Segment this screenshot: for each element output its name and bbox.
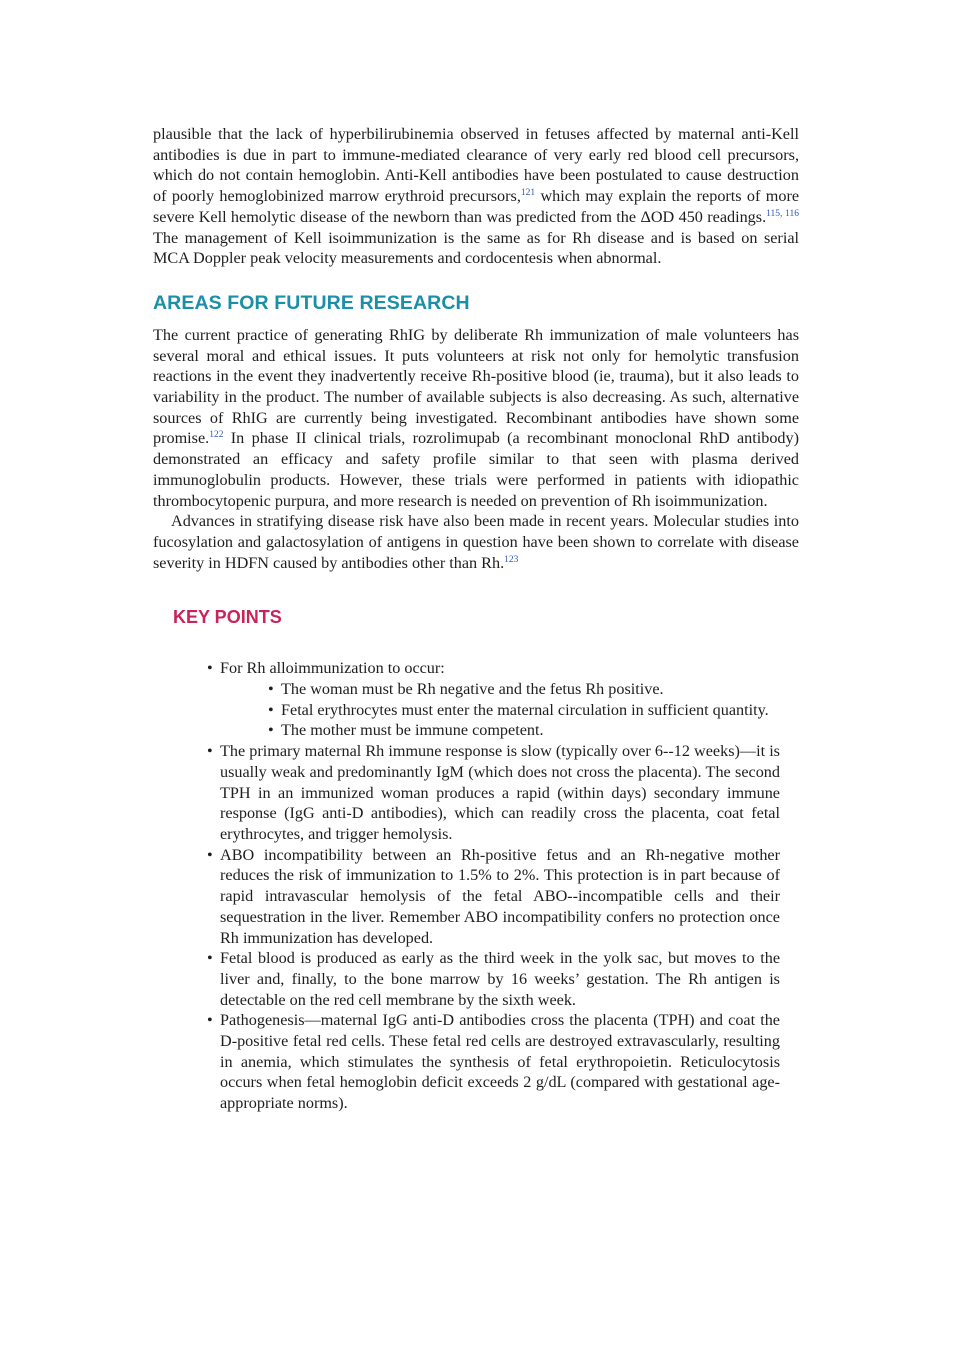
key-points-list [153, 658, 780, 1113]
paragraph-text: In phase II clinical trials, rozrolimupab (a recombinant monoclonal RhD antibody) demonstrated an efficacy and safety profile similar to that seen with plasma derived immunoglobulin products. However, these trials were performed in patients with idiopathic thrombocytopenic purpura, and more research is needed on prevention of Rh isoimmunization. [153, 429, 799, 510]
paragraph-text: plausible that the lack of hyperbilirubinemia observed in fetuses affected by maternal anti-Kell antibodies is due in part to immune-mediated clearance of very early red blood cell precursors, which do not contain hemoglobin. Anti-Kell antibodies have been postulated to cause destruction of poorly hemoglobinized marrow erythroid precursors, [153, 125, 799, 206]
key-point-item: • The primary maternal Rh immune response is slow (typically over 6--12 weeks)—it is usually weak and predominantly IgM (which does not cross the placenta). The second TPH in an immunized woman produces a rapid (within days) secondary immune response (IgG anti-D antibodies), which can readily cross the placenta, coat fetal erythrocytes, and trigger hemolysis. [207, 741, 780, 845]
paragraph-text: The current practice of generating RhIG by deliberate Rh immunization of male volunteers has several moral and ethical issues. It puts volunteers at risk not only for hemolytic transfusion reactions in the event they inadvertently receive Rh-positive blood (ie, trauma), but it also leads to variability in the product. The number of available subjects is also decreasing. As such, alternative sources of RhIG are currently being investigated. Recombinant antibodies have shown some promise. [153, 325, 799, 448]
key-point-item: • Fetal blood is produced as early as the third week in the yolk sac, but moves to the liver and, finally, to the bone marrow by 16 weeks’ gestation. The Rh antigen is detectable on the red cell membrane by the sixth week. [207, 948, 780, 1010]
text-column [153, 124, 799, 1114]
paragraph-text: Advances in stratifying disease risk have also been made in recent years. Molecular studies into fucosylation and galactosylation of antigens in question have been shown to correlate with disease severity in HDFN caused by antibodies other than Rh. [153, 512, 799, 572]
paragraph-text: which may explain the reports of more severe Kell hemolytic disease of the newborn than was predicted from the ΔOD 450 readings. [153, 187, 800, 226]
citation-ref[interactable]: 122 [209, 430, 224, 441]
key-point-subitem: • Fetal erythrocytes must enter the maternal circulation in sufficient quantity. [268, 700, 780, 721]
citation-ref[interactable]: 123 [504, 554, 519, 565]
key-point-sublist [220, 679, 780, 741]
paragraph-kell [153, 124, 799, 269]
paragraph-advances [153, 511, 799, 573]
key-points-heading: KEY POINTS [173, 607, 282, 628]
key-point-text: For Rh alloimmunization to occur: [220, 659, 445, 678]
key-point-item [207, 658, 780, 741]
paragraph-text: The management of Kell isoimmunization is the same as for Rh disease and is based on serial MCA Doppler peak velocity measurements and cordocentesis when abnormal. [153, 228, 799, 268]
key-point-subitem: • The mother must be immune competent. [268, 720, 780, 741]
paragraph-research [153, 325, 799, 511]
citation-ref[interactable]: 121 [520, 188, 536, 199]
section-heading: AREAS FOR FUTURE RESEARCH [153, 291, 470, 314]
key-point-subitem: • The woman must be Rh negative and the fetus Rh positive. [268, 679, 780, 700]
citation-ref[interactable]: 115, 116 [766, 208, 800, 219]
key-point-item: • ABO incompatibility between an Rh-positive fetus and an Rh-negative mother reduces the risk of immunization to 1.5% to 2%. This protection is in part because of rapid intravascular hemolysis of the fetal ABO--incompatible cells and their sequestration in the liver. Remember ABO incompatibility confers no protection once Rh immunization has developed. [207, 845, 780, 949]
key-point-item: • Pathogenesis—maternal IgG anti-D antibodies cross the placenta (TPH) and coat the D-positive fetal red cells. These fetal red cells are destroyed extravascularly, resulting in anemia, which stimulates the synthesis of fetal erythropoietin. Reticulocytosis occurs when fetal hemoglobin deficit exceeds 2 g/dL (compared with gestational age-appropriate norms). [207, 1010, 780, 1114]
